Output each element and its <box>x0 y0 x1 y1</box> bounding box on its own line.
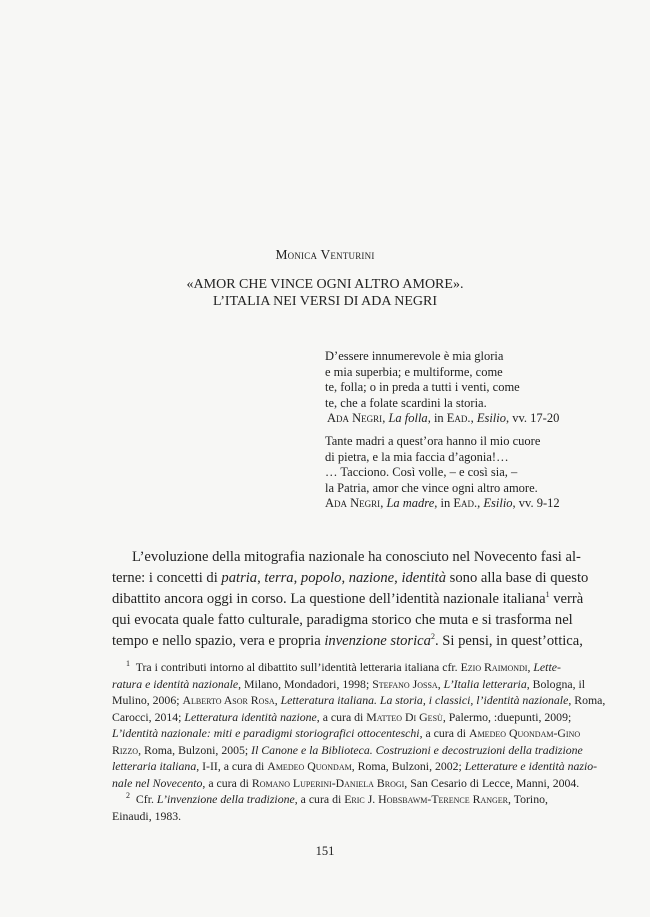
footnote-ref[interactable]: 2 <box>430 632 435 642</box>
article-title <box>0 276 650 310</box>
epigraph-line: di pietra, e la mia faccia d’agonia!… <box>325 449 509 464</box>
body-paragraph <box>112 547 589 652</box>
body-line: dibattito ancora oggi in corso. La questione dell’identità nazionale italiana$^1$ verrà <box>112 590 584 607</box>
page-number: 151 <box>315 844 335 858</box>
footnote-1-line: ratura e identità nazionale, Milano, Mondadori, 1998; Stefano Jossa, L’Italia letteraria, Bologna, il <box>112 676 586 691</box>
footnote-mark: 2 <box>126 791 130 801</box>
footnote-1-line: Mulino, 2006; Alberto Asor Rosa, Letteratura italiana. La storia, i classici, l’identità nazionale, Roma, <box>112 693 606 707</box>
footnote-2-line: $^2$ Cfr. L’invenzione della tradizione, a cura di Eric J. Hobsbawm-Terence Ranger, Torino, <box>126 791 548 806</box>
epigraph-line: D’essere innumerevole è mia gloria <box>325 349 504 363</box>
footnote-ref[interactable]: 1 <box>545 590 550 600</box>
epigraph-citation: Ada Negri, La folla, in Ead., Esilio, vv. 17-20 <box>327 411 560 425</box>
footnote-1-line: Rizzo, Roma, Bulzoni, 2005; Il Canone e la Biblioteca. Costruzioni e decostruzioni della tradizione <box>112 742 583 757</box>
epigraph-line: e mia superbia; e multiforme, come <box>325 364 503 379</box>
author-name: Monica Venturini <box>275 247 375 262</box>
epigraph-line: la Patria, amor che vince ogni altro amore. <box>325 480 538 495</box>
title-line-2: L’ITALIA NEI VERSI DI ADA NEGRI <box>212 294 438 309</box>
epigraph-line: Tante madri a quest’ora hanno il mio cuore <box>325 434 541 448</box>
title-line-1: «AMOR CHE VINCE OGNI ALTRO AMORE». <box>186 277 464 292</box>
footnote-1-line: letteraria italiana, I-II, a cura di Amedeo Quondam, Roma, Bulzoni, 2002; Letterature e identità nazio- <box>112 759 598 773</box>
footnote-mark: 1 <box>126 659 130 669</box>
footnote-1-line: Carocci, 2014; Letteratura identità nazione, a cura di Matteo Di Gesù, Palermo, :duepunti, 2009; <box>112 709 572 724</box>
epigraph-line: te, folla; o in preda a tutti i venti, come <box>325 380 520 394</box>
body-line: terne: i concetti di patria, terra, popolo, nazione, identità sono alla base di questo <box>112 570 589 586</box>
footnote-1-line: $^1$ Tra i contributi intorno al dibattito sull’identità letteraria italiana cfr. Ezio Raimondi, Lette- <box>126 659 561 674</box>
footnote-1-line: nale nel Novecento, a cura di Romano Luperini-Daniela Brogi, San Cesario di Lecce, Manni, 2004. <box>112 775 580 790</box>
epigraph-2 <box>325 434 605 512</box>
epigraph-citation: Ada Negri, La madre, in Ead., Esilio, vv. 9-12 <box>325 496 560 510</box>
body-line: tempo e nello spazio, vera e propria invenzione storica$^2$. Si pensi, in quest’ottica, <box>112 632 583 649</box>
epigraph-line: … Tacciono. Così volle, – e così sia, – <box>325 465 518 479</box>
footnotes <box>112 659 606 824</box>
body-line: qui evocata quale fatto culturale, paradigma storico che muta e si trasforma nel <box>112 612 573 628</box>
footnote-2-line: Einaudi, 1983. <box>112 808 182 823</box>
epigraph-line: te, che a folate scardini la storia. <box>325 395 487 410</box>
epigraph-1 <box>325 349 605 427</box>
body-line: L’evoluzione della mitografia nazionale ha conosciuto nel Novecento fasi al- <box>132 549 581 565</box>
footnote-1-line: L’identità nazionale: miti e paradigmi storiografici ottocenteschi, a cura di Amedeo Quondam-Gino <box>112 726 581 740</box>
